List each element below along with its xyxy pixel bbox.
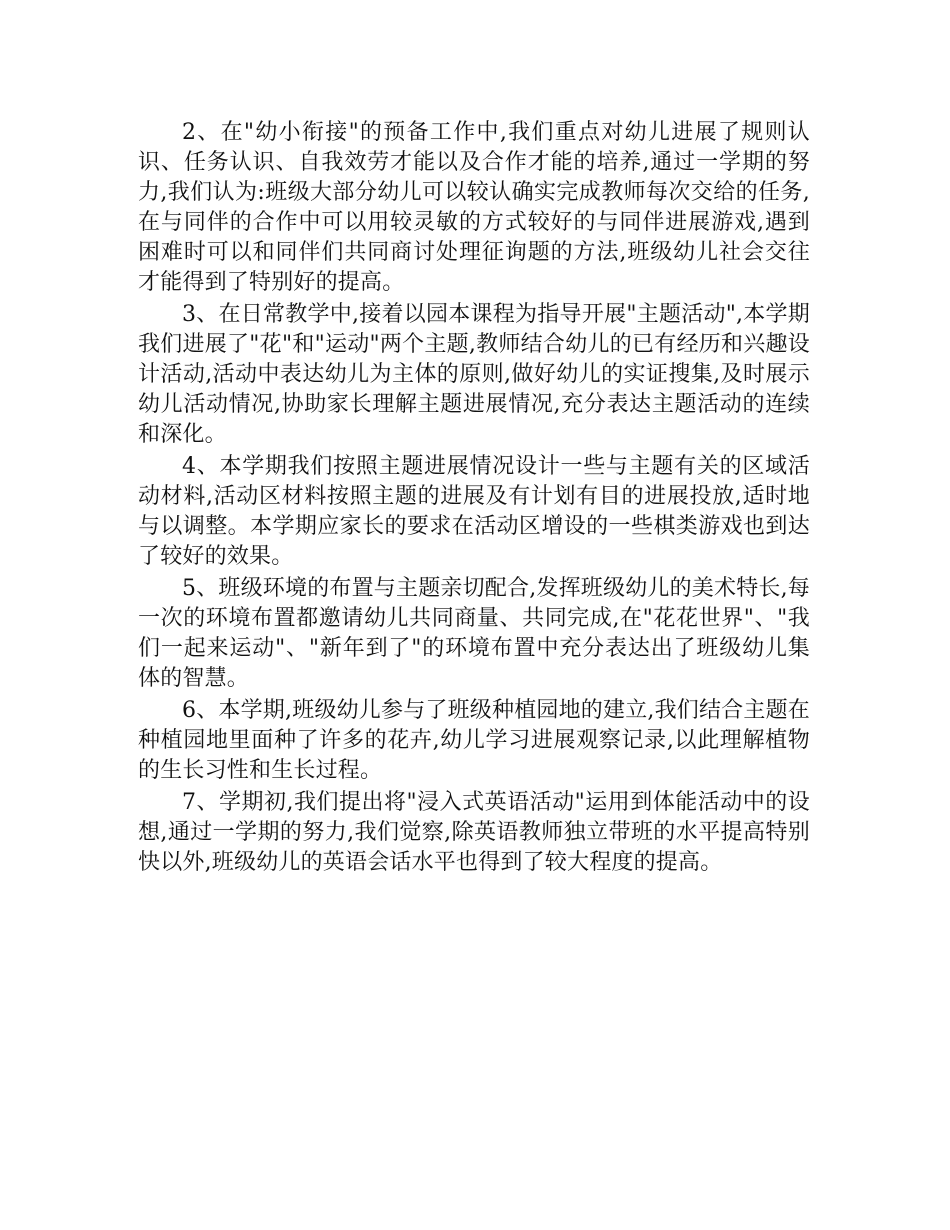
paragraph-3: 3、在日常教学中,接着以园本课程为指导开展"主题活动",本学期我们进展了"花"和"运动"两个主题,教师结合幼儿的已有经历和兴趣设计活动,活动中表达幼儿为主体的原则,做好幼儿的实证搜集,及时展示幼儿活动情况,协助家长理解主题进展情况,充分表达主题活动的连续和深化。 — [138, 302, 810, 447]
paragraph-7: 7、学期初,我们提出将"浸入式英语活动"运用到体能活动中的设想,通过一学期的努力,我们觉察,除英语教师独立带班的水平提高特别快以外,班级幼儿的英语会话水平也得到了较大程度的提高。 — [138, 790, 810, 875]
paragraph-6: 6、本学期,班级幼儿参与了班级种植园地的建立,我们结合主题在种植园地里面种了许多的花卉,幼儿学习进展观察记录,以此理解植物的生长习性和生长过程。 — [138, 698, 810, 783]
document-body — [138, 118, 810, 880]
paragraph-4: 4、本学期我们按照主题进展情况设计一些与主题有关的区域活动材料,活动区材料按照主题的进展及有计划有目的进展投放,适时地与以调整。本学期应家长的要求在活动区增设的一些棋类游戏也到达了较好的效果。 — [138, 454, 810, 569]
paragraph-2: 2、在"幼小衔接"的预备工作中,我们重点对幼儿进展了规则认识、任务认识、自我效劳才能以及合作才能的培养,通过一学期的努力,我们认为:班级大部分幼儿可以较认确实完成教师每次交给的任务,在与同伴的合作中可以用较灵敏的方式较好的与同伴进展游戏,遇到困难时可以和同伴们共同商讨处理征询题的方法,班级幼儿社会交往才能得到了特别好的提高。 — [138, 120, 810, 295]
paragraph-5: 5、班级环境的布置与主题亲切配合,发挥班级幼儿的美术特长,每一次的环境布置都邀请幼儿共同商量、共同完成,在"花花世界"、"我们一起来运动"、"新年到了"的环境布置中充分表达出了班级幼儿集体的智慧。 — [138, 576, 810, 691]
